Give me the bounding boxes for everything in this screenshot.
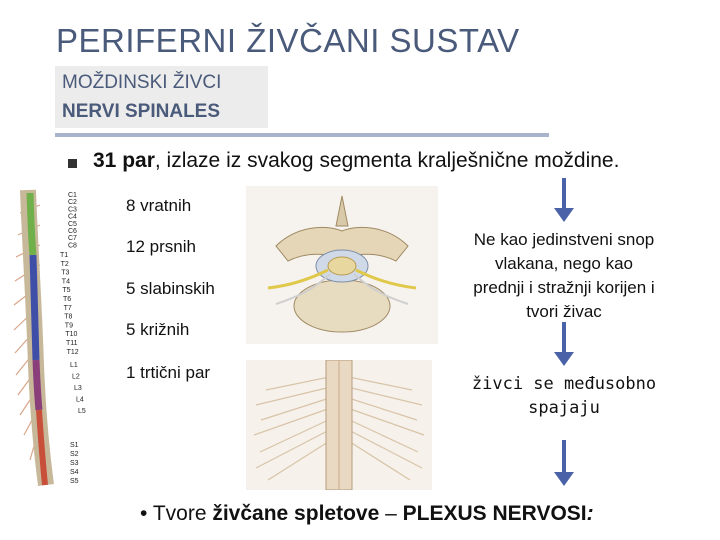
- note-roots: Ne kao jedinstveni snop vlakana, nego kao prednji i stražnji korijen i tvori živac: [473, 230, 655, 321]
- note-connect: živci se međusobno spajaju: [471, 374, 657, 418]
- spine-label-c2: C2: [68, 199, 77, 207]
- spine-label-t12: T12: [66, 348, 79, 356]
- conclusion-suffix: :: [586, 502, 594, 525]
- spine-label-t7: T7: [63, 304, 72, 312]
- segment-coccygeal: 1 trtični par: [126, 363, 211, 382]
- spine-label-c5: C5: [68, 220, 77, 228]
- spine-label-c3: C3: [68, 206, 77, 214]
- spine-label-l3: L3: [74, 385, 82, 392]
- page-title: PERIFERNI ŽIVČANI SUSTAV: [56, 22, 520, 59]
- vertebra-illustration: [246, 186, 438, 344]
- spine-label-s4: S4: [70, 469, 79, 476]
- subtitle-line-1: MOŽDINSKI ŽIVCI: [62, 72, 222, 93]
- spine-label-l2: L2: [72, 373, 80, 381]
- segment-sacral: 5 križnih: [126, 320, 190, 339]
- spine-label-c6: C6: [68, 228, 77, 235]
- round-bullet-icon: •: [140, 502, 148, 525]
- main-statement: [93, 149, 619, 173]
- conclusion-bold-2: PLEXUS NERVOSI: [402, 502, 587, 525]
- spine-label-s2: S2: [70, 451, 79, 458]
- spine-label-t10: T10: [65, 331, 78, 339]
- square-bullet-icon: [68, 159, 77, 168]
- spine-label-s1: S1: [70, 442, 79, 449]
- spine-label-c7: C7: [68, 235, 77, 243]
- conclusion-line: [140, 502, 594, 526]
- spine-label-s5: S5: [70, 478, 79, 485]
- spine-label-t5: T5: [62, 287, 71, 295]
- spine-label-s3: S3: [70, 460, 79, 467]
- spine-label-t4: T4: [61, 278, 70, 286]
- spine-label-l1: L1: [70, 362, 78, 369]
- spine-label-t1: T1: [60, 252, 69, 259]
- spine-label-t11: T11: [66, 340, 78, 347]
- spine-label-l4: L4: [76, 396, 84, 404]
- spine-label-c8: C8: [68, 242, 77, 250]
- spine-diagram: [0, 185, 115, 495]
- arrow-down-icon: [552, 178, 576, 224]
- main-statement-rest: , izlaze iz svakog segmenta kralješnične moždine.: [154, 149, 620, 172]
- plexus-illustration: [246, 360, 432, 490]
- arrow-down-icon: [552, 322, 576, 368]
- arrow-down-icon: [552, 440, 576, 488]
- conclusion-bold-1: živčane spletove: [212, 502, 380, 525]
- spine-label-t6: T6: [63, 296, 72, 303]
- spine-label-t3: T3: [61, 269, 70, 277]
- conclusion-prefix: Tvore: [152, 502, 213, 525]
- main-statement-bold: 31 par: [93, 149, 155, 172]
- conclusion-dash: –: [379, 502, 403, 525]
- spine-label-t2: T2: [60, 260, 69, 268]
- spine-label-c4: C4: [68, 213, 77, 221]
- spine-label-t8: T8: [64, 313, 73, 321]
- spine-label-t9: T9: [64, 322, 73, 330]
- spine-label-c1: C1: [68, 192, 77, 199]
- subtitle-line-2: NERVI SPINALES: [62, 101, 221, 122]
- spine-label-l5: L5: [78, 408, 86, 415]
- divider: [55, 133, 549, 137]
- segment-thoracic: 12 prsnih: [126, 237, 196, 256]
- segment-cervical: 8 vratnih: [126, 196, 192, 215]
- segment-lumbar: 5 slabinskih: [126, 279, 215, 298]
